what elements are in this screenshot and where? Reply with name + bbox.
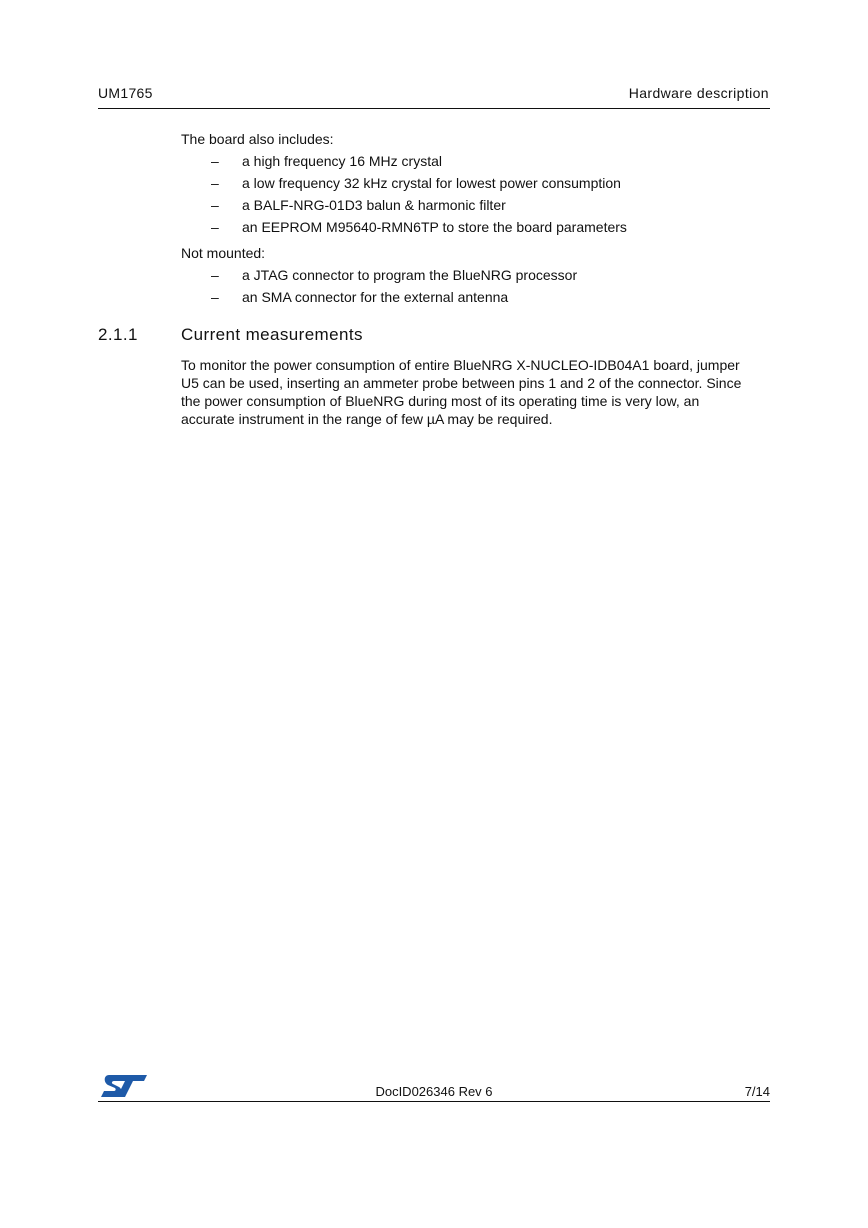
list-dash: – — [211, 197, 219, 213]
list-dash: – — [211, 175, 219, 191]
list-item-text: a high frequency 16 MHz crystal — [242, 153, 442, 169]
footer-page-number: 7/14 — [744, 1084, 770, 1099]
list-item-text: a JTAG connector to program the BlueNRG processor — [242, 267, 578, 283]
section-number: 2.1.1 — [98, 325, 138, 344]
body-line: To monitor the power consumption of entire BlueNRG X-NUCLEO-IDB04A1 board, jumper — [181, 357, 740, 373]
footer-doc-id: DocID026346 Rev 6 — [375, 1084, 493, 1099]
not-mounted-label: Not mounted: — [181, 245, 266, 261]
intro-label: The board also includes: — [181, 131, 334, 147]
footer-rule — [98, 1101, 770, 1102]
body-line: U5 can be used, inserting an ammeter probe between pins 1 and 2 of the connector. Since — [181, 375, 742, 391]
list-item-text: an SMA connector for the external antenna — [242, 289, 509, 305]
list-item-text: an EEPROM M95640-RMN6TP to store the board parameters — [242, 219, 627, 235]
section-body — [181, 356, 771, 428]
list-item-text: a low frequency 32 kHz crystal for lowest power consumption — [242, 175, 621, 191]
header-rule — [98, 108, 770, 109]
list-dash: – — [211, 289, 219, 305]
list-item-text: a BALF-NRG-01D3 balun & harmonic filter — [242, 197, 506, 213]
body-line: the power consumption of BlueNRG during most of its operating time is very low, an — [181, 393, 700, 409]
section-title: Current measurements — [181, 325, 363, 344]
header-doc-code: UM1765 — [98, 85, 153, 101]
list-dash: – — [211, 153, 219, 169]
header-section-title: Hardware description — [628, 85, 769, 101]
list-dash: – — [211, 219, 219, 235]
list-dash: – — [211, 267, 219, 283]
body-line: accurate instrument in the range of few µA may be required. — [181, 411, 553, 427]
